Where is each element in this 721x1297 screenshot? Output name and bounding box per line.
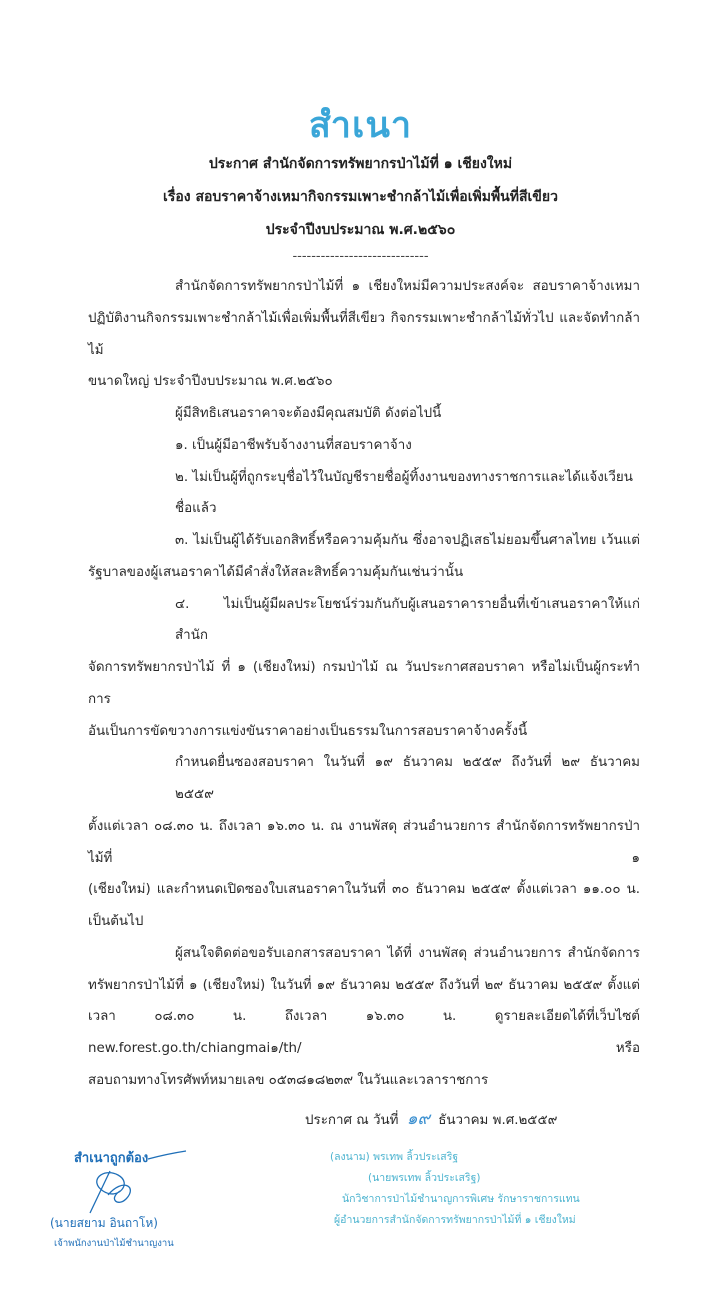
announcement-heading: ประกาศ สำนักจัดการทรัพยากรป่าไม้ที่ ๑ เชียงใหม่	[208, 156, 513, 172]
signatory-position: นักวิชาการป่าไม้ชำนาญการพิเศษ รักษาราชการแทน	[342, 1192, 580, 1205]
body-line: ตั้งแต่เวลา ๐๘.๓๐ น. ถึงเวลา ๑๖.๓๐ น. ณ งานพัสดุ ส่วนอำนวยการ สำนักจัดการทรัพยากรป่าไม้ที่ ๑	[88, 818, 640, 866]
handwritten-day: ๑๙	[406, 1108, 430, 1129]
qualification-1: ๑. เป็นผู้มีอาชีพรับจ้างงานที่สอบราคาจ้าง	[175, 437, 412, 453]
body-line: ขนาดใหญ่ ประจำปีงบประมาณ พ.ศ.๒๕๖๐	[88, 374, 333, 390]
document-body	[88, 271, 640, 1097]
website-line: เวลา ๐๘.๓๐ น. ถึงเวลา ๑๖.๓๐ น. ดูรายละเอียดได้ที่เว็บไซต์ new.forest.go.th/chiangmai๑/th/ หรือ	[88, 1009, 640, 1056]
body-line: รัฐบาลของผู้เสนอราคาได้มีคำสั่งให้สละสิทธิ์ความคุ้มกันเช่นว่านั้น	[88, 564, 464, 580]
signatory-office: ผู้อำนวยการสำนักจัดการทรัพยากรป่าไม้ที่ ๑ เชียงใหม่	[334, 1213, 576, 1226]
contact-info: ผู้สนใจติดต่อขอรับเอกสารสอบราคา ได้ที่ งานพัสดุ ส่วนอำนวยการ สำนักจัดการ	[175, 945, 640, 961]
announcement-date	[305, 1105, 721, 1135]
date-suffix: ธันวาคม พ.ศ.๒๕๕๙	[438, 1112, 558, 1128]
certifier-name: (นายสยาม อินถาโห)	[50, 1215, 158, 1230]
qualification-2: ๒. ไม่เป็นผู้ที่ถูกระบุชื่อไว้ในบัญชีรายชื่อผู้ทิ้งงานของทางราชการและได้แจ้งเวียนชื่อแล้ว	[175, 469, 633, 517]
body-line: (เชียงใหม่) และกำหนดเปิดซองใบเสนอราคาในวันที่ ๓๐ ธันวาคม ๒๕๕๙ ตั้งแต่เวลา ๑๑.๐๐ น. เป็นต้นไป	[88, 882, 640, 929]
body-line: อันเป็นการขัดขวางการแข่งขันราคาอย่างเป็นธรรมในการสอบราคาจ้างครั้งนี้	[88, 723, 528, 739]
signatory-name: (นายพรเทพ ลิ้วประเสริฐ)	[368, 1171, 481, 1184]
copy-stamp-title: สำเนา	[308, 105, 413, 146]
body-line: สำนักจัดการทรัพยากรป่าไม้ที่ ๑ เชียงใหม่มีความประสงค์จะ สอบราคาจ้างเหมา	[175, 279, 640, 294]
signed-line: (ลงนาม) พรเทพ ลิ้วประเสริฐ	[330, 1150, 459, 1163]
subject-heading: เรื่อง สอบราคาจ้างเหมากิจกรรมเพาะชำกล้าไม้เพื่อเพิ่มพื้นที่สีเขียว	[163, 189, 558, 205]
signature-row	[0, 1147, 721, 1267]
body-line: ผู้มีสิทธิเสนอราคาจะต้องมีคุณสมบัติ ดังต่อไปนี้	[175, 406, 442, 421]
divider: -----------------------------	[292, 249, 429, 264]
signatory-block	[330, 1147, 680, 1267]
certifier-position: เจ้าพนักงานป่าไม้ชำนาญงาน	[54, 1237, 174, 1249]
date-prefix: ประกาศ ณ วันที่	[305, 1112, 399, 1128]
fiscal-year-heading: ประจำปีงบประมาณ พ.ศ.๒๕๖๐	[265, 222, 456, 238]
body-line: จัดการทรัพยากรป่าไม้ ที่ ๑ (เชียงใหม่) กรมป่าไม้ ณ วันประกาศสอบราคา หรือไม่เป็นผู้กระทำการ	[88, 660, 640, 707]
body-line: ปฏิบัติงานกิจกรรมเพาะชำกล้าไม้เพื่อเพิ่มพื้นที่สีเขียว กิจกรรมเพาะชำกล้าไม้ทั่วไป และจัดทำกล้าไม้	[88, 310, 640, 358]
certified-copy-block	[48, 1147, 298, 1267]
body-line: ทรัพยากรป่าไม้ที่ ๑ (เชียงใหม่) ในวันที่ ๑๙ ธันวาคม ๒๕๕๙ ถึงวันที่ ๒๙ ธันวาคม ๒๕๕๙ ตั้งแต่	[88, 977, 640, 993]
qualification-4: ๔. ไม่เป็นผู้มีผลประโยชน์ร่วมกันกับผู้เสนอราคารายอื่นที่เข้าเสนอราคาให้แก่สำนัก	[175, 596, 640, 644]
qualification-3: ๓. ไม่เป็นผู้ได้รับเอกสิทธิ์หรือความคุ้มกัน ซึ่งอาจปฏิเสธไม่ยอมขึ้นศาลไทย เว้นแต่	[175, 533, 640, 548]
certified-copy-label: สำเนาถูกต้อง	[74, 1150, 149, 1166]
body-line: สอบถามทางโทรศัพท์หมายเลข ๐๕๓๘๑๘๒๓๙ ในวันและเวลาราชการ	[88, 1072, 489, 1088]
submission-schedule: กำหนดยื่นซองสอบราคา ในวันที่ ๑๙ ธันวาคม ๒๕๕๙ ถึงวันที่ ๒๙ ธันวาคม ๒๕๕๙	[175, 755, 640, 802]
